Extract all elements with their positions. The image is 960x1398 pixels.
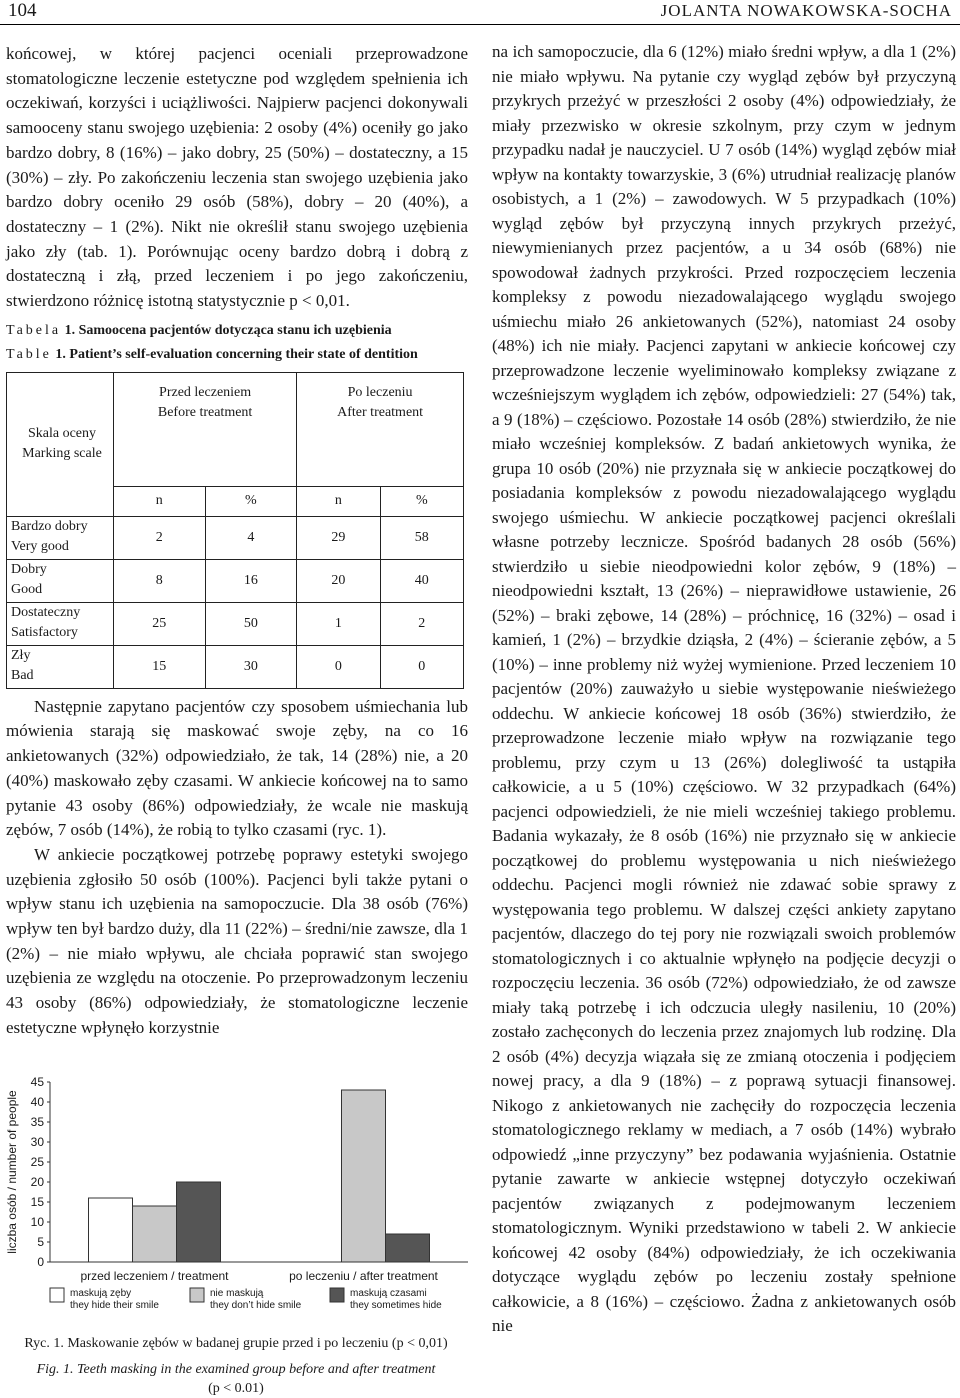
header-rule bbox=[0, 24, 960, 25]
x-category-label: po leczeniu / after treatment bbox=[289, 1269, 438, 1283]
table1-subheader-pct: % bbox=[380, 486, 463, 516]
y-tick-label: 45 bbox=[30, 1075, 44, 1089]
legend-swatch bbox=[190, 1288, 204, 1302]
y-tick-label: 10 bbox=[30, 1215, 44, 1229]
chart-bar bbox=[342, 1090, 386, 1262]
table-cell: 20 bbox=[297, 559, 380, 602]
table1-scale-cell: Dostateczny Satisfactory bbox=[7, 602, 114, 645]
legend-label-en: they hide their smile bbox=[70, 1300, 159, 1311]
table1-scale-cell: Zły Bad bbox=[7, 645, 114, 688]
table-cell: 29 bbox=[297, 516, 380, 559]
y-axis-label: liczba osób / number of people bbox=[5, 1090, 19, 1254]
table1-caption-pl: Tabela 1. Samoocena pacjentów dotycząca stanu ich uzębienia bbox=[6, 322, 392, 338]
table1-scale-cell: Bardzo dobry Very good bbox=[7, 516, 114, 559]
y-tick-label: 25 bbox=[30, 1155, 44, 1169]
y-tick-label: 5 bbox=[37, 1235, 44, 1249]
table-cell: 25 bbox=[114, 602, 206, 645]
left-paragraph-1: końcowej, w której pacjenci oceniali przeprowadzone stomatologiczne leczenie estetyczne pod względem spełnienia ich oczekiwań, korzyści i uciążliwości. Najpierw pacjenci dokonywali samooceny stanu swojego uzębienia: 2 osoby (4%) oceniły go jako bardzo dobry, 8 (16%) – jako dobry, 25 (50%) – dostateczny, a 15 (30%) – zły. Po zakończeniu leczenia stan swojego uzębienia jako bardzo dobry oceniło 29 osób (58%), dobry – 20 (40%), a dostateczny – 1 (2%). Nikt nie określił stanu swojego uzębienia jako zły (tab. 1). Porównując oceny bardzo dobrą i dobrą z dostateczną i złą, przed leczeniem i po jego zakończeniu, stwierdzono różnicę istotną statystycznie p < 0,01. bbox=[6, 44, 468, 311]
table1-subheader-pct: % bbox=[205, 486, 297, 516]
right-column bbox=[492, 40, 956, 1339]
table-row bbox=[7, 516, 464, 559]
table-cell: 30 bbox=[205, 645, 297, 688]
y-tick-label: 40 bbox=[30, 1095, 44, 1109]
y-tick-label: 15 bbox=[30, 1195, 44, 1209]
y-tick-label: 0 bbox=[37, 1255, 44, 1269]
figure1-caption-pl: Ryc. 1. Maskowanie zębów w badanej grupie przed i po leczeniu (p < 0,01) bbox=[24, 1336, 448, 1351]
table1-header-before: Przed leczeniem Before treatment bbox=[114, 372, 297, 486]
table1-scale-cell: Dobry Good bbox=[7, 559, 114, 602]
table-cell: 0 bbox=[380, 645, 463, 688]
table-cell: 58 bbox=[380, 516, 463, 559]
x-category-label: przed leczeniem / treatment bbox=[80, 1269, 229, 1283]
page-number: 104 bbox=[8, 0, 37, 21]
right-paragraph-1: na ich samopoczucie, dla 6 (12%) miało średni wpływ, a dla 1 (2%) nie miało wpływu. Na pytanie czy wygląd zębów był przyczyną przykrych przeżyć w przeszłości 2 osoby (4%) odpowiedziały, że miały przezwisko w okresie szkolnym, przy czym w jednym przypadku nadał je nauczyciel. U 7 osób (14%) wygląd zębów miał wpływ na kontakty towarzyskie, 3 (6%) utrudniał realizację planów osobistych, a 1 (2%) – zawodowych. W 5 przypadkach (10%) wygląd zębów był przyczyną innych przykrych przeżyć, niewymienianych przez pacjentów, a u 34 osób (68%) nie spowodował żadnych przykrości. Przed rozpoczęciem leczenia kompleksy z powodu niezadowalającego wyglądu swojego uśmiechu miało 26 ankietowanych (52%), natomiast 24 osoby (48%) ich nie miały. Pacjenci zapytani w ankiecie końcowej czy przeprowadzone leczenie wyeliminowało kompleksy związane z wcześniejszym wyglądem ich zębów, odpowiedzieli: 27 (54%) tak, a 9 (18%) – częściowo. Pozostałe 14 osób (28%) stwierdziło, że nie miało wcześniej kompleksów. Z badań ankietowych wynika, że grupa 10 osób (20%) nie przyznała się w ankiecie początkowej do posiadania kompleksów z powodu niezadowalającego wyglądu swojego uśmiechu. W ankiecie początkowej pacjenci określali własne potrzeby lecznicze. Spośród badanych 28 osób (56%) stwierdziło u siebie nieodpowiedni kolor zębów, 9 (18%) – nieodpowiedni kształt, 13 (26%) – nieprawidłowe ustawienie, 26 (52%) – braki zębowe, 14 (28%) – próchnicę, 16 (32%) – osad i kamień, 1 (2%) – brzydkie dziąsła, 2 (4%) – ścieranie zębów, a 5 (10%) – inne problemy niż wyżej wymienione. Przed leczeniem 10 pacjentów (20%) zauważyło u siebie występowanie nieświeżego oddechu. W ankiecie końcowej 18 osób (36%) stwierdziło, że przeprowadzone leczenie miało wpływ na rozwiązanie tego problemu, przy czym u 13 (26%) dolegliwość ta ustąpiła całkowicie, a u 5 (10%) częściowo. W 32 przypadkach (64%) pacjenci odpowiedzieli, że nie mieli wcześniej takiego problemu. Badania wykazały, że 8 osób (16%) nie przyznało się w ankiecie początkowej do problemu występowania u nich nieświeżego oddechu. Pacjenci mogli również nie zdawać sobie sprawy z występowania tego problemu. W dalszej części ankiety zapytano pacjentów, dlaczego do tej pory nie rozwiązali swoich problemów stomatologicznych i co aktualnie wpłynęło na podjęcie decyzji o rozpoczęciu leczenia. 36 osób (72%) odpowiedziało, że od zawsze miały taką potrzebę i ich odczucia uległy nasileniu, 10 (20%) zostało zachęconych do leczenia przez znajomych lub rodzinę. Dla 2 osób (4%) decyzja wiązała się ze zmianą otoczenia i podjęciem nowej pracy, a dla 9 (18%) – z poprawą sytuacji finansowej. Nikogo z ankietowanych nie zachęciły do rozpoczęcia leczenia stomatologicznego reklamy w mediach, a 7 osób (14%) wybrało odpowiedź „inne przyczyny” bez podawania wyjaśnienia. Ostatnie pytanie zawarte w ankiecie wstępnej dotyczyło oczekiwań pacjentów związanych z podejmowanym leczeniem stomatologicznym. Wyniki przedstawiono w tabeli 2. W ankiecie końcowej 42 osoby (84%) odpowiedziały, że ich oczekiwania dotyczące wyglądu zębów po leczeniu zostały spełnione całkowicie, a 8 (16%) – częściowo. Żadna z ankietowanych osób nie bbox=[492, 42, 956, 1335]
chart-bar bbox=[386, 1234, 430, 1262]
table-cell: 2 bbox=[380, 602, 463, 645]
legend-label-en: they sometimes hide bbox=[350, 1300, 442, 1311]
table-cell: 50 bbox=[205, 602, 297, 645]
figure1-caption-en: Fig. 1. Teeth masking in the examined group before and after treatment (p < 0.01) bbox=[36, 1362, 436, 1396]
legend-label-pl: maskują czasami bbox=[350, 1288, 427, 1299]
table-cell: 2 bbox=[114, 516, 206, 559]
y-tick-label: 30 bbox=[30, 1135, 44, 1149]
table1-subheader-n: n bbox=[297, 486, 380, 516]
chart-bar bbox=[133, 1206, 177, 1262]
table-cell: 40 bbox=[380, 559, 463, 602]
table-row bbox=[7, 645, 464, 688]
table1-header-after: Po leczeniu After treatment bbox=[297, 372, 464, 486]
table-row bbox=[7, 602, 464, 645]
table-1 bbox=[6, 372, 464, 689]
table1-subheader-n: n bbox=[114, 486, 206, 516]
figure-1-chart bbox=[0, 1072, 470, 1332]
legend-swatch bbox=[50, 1288, 64, 1302]
y-tick-label: 35 bbox=[30, 1115, 44, 1129]
left-column bbox=[6, 42, 468, 1041]
chart-bar bbox=[177, 1182, 221, 1262]
chart-bar bbox=[89, 1198, 133, 1262]
left-paragraph-2: Następnie zapytano pacjentów czy sposobem uśmiechania lub mówienia starają się maskować swoje zęby, na co 16 ankietowanych (32%) odpowiedziało, że tak, 14 (28%) nie, a 20 (40%) maskowało zęby czasami. W ankiecie końcowej na to samo pytanie 43 osoby (86%) odpowiedziały, że wcale nie maskują zębów, 7 osób (14%), że robią to tylko czasami (ryc. 1). bbox=[6, 696, 468, 840]
y-tick-label: 20 bbox=[30, 1175, 44, 1189]
table-cell: 15 bbox=[114, 645, 206, 688]
table-cell: 8 bbox=[114, 559, 206, 602]
table1-caption-en: Table 1. Patient’s self-evaluation concerning their state of dentition bbox=[6, 346, 418, 362]
running-header-author: JOLANTA NOWAKOWSKA-SOCHA bbox=[660, 1, 952, 20]
legend-label-en: they don’t hide smile bbox=[210, 1300, 302, 1311]
legend-label-pl: maskują zęby bbox=[70, 1288, 132, 1299]
left-paragraph-3: W ankiecie początkowej potrzebę poprawy estetyki swojego uzębienia zgłosiło 50 osób (100%). Pacjenci byli także pytani o wpływ stanu ich uzębienia na samopoczucie. Dla 38 osób (76%) wpływ ten był bardzo duży, dla 11 (22%) – średni/nie zawsze, dla 1 (2%) – nie miało wpływu, ale chciała poprawić stan swojego uzębienia ze względu na otoczenie. Po przeprowadzonym leczeniu 43 osoby (86%) odpowiedziały, że stomatologiczne leczenie estetyczne wpłynęło korzystnie bbox=[6, 844, 468, 1037]
bar-chart bbox=[0, 1072, 470, 1332]
table-cell: 1 bbox=[297, 602, 380, 645]
legend-label-pl: nie maskują bbox=[210, 1288, 264, 1299]
table-cell: 16 bbox=[205, 559, 297, 602]
table-cell: 0 bbox=[297, 645, 380, 688]
legend-swatch bbox=[330, 1288, 344, 1302]
table-row bbox=[7, 559, 464, 602]
table-cell: 4 bbox=[205, 516, 297, 559]
table1-header-scale: Skala oceny Marking scale bbox=[7, 372, 114, 516]
